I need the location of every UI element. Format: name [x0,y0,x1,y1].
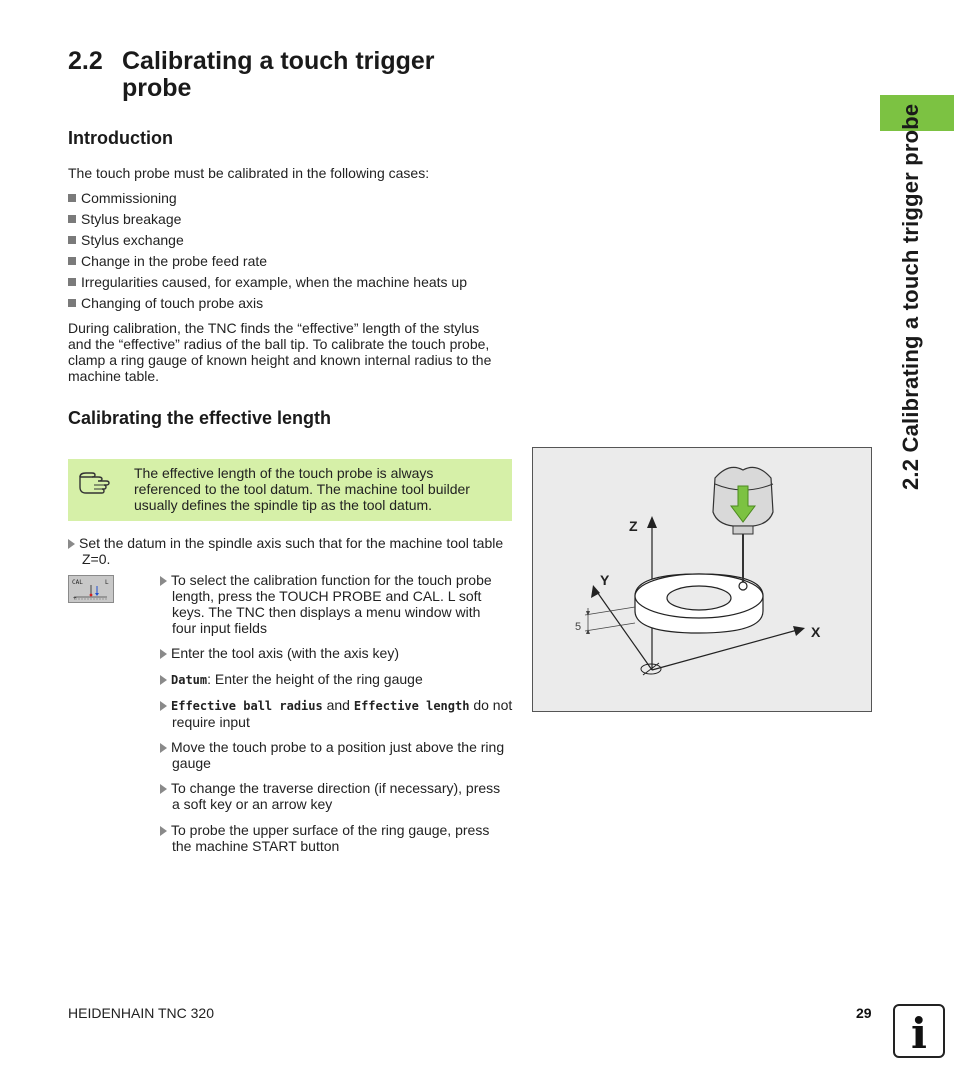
list-item: Stylus breakage [68,211,181,227]
info-glyph: i [911,1009,927,1056]
z-axis-label: Z [629,518,638,534]
note-box [68,459,512,521]
x-axis-label: X [811,624,821,640]
substep: To change the traverse direction (if necessary), press a soft key or an arrow key [160,780,520,812]
z-axis-arrowhead [647,516,657,528]
section-number: 2.2 [68,47,103,75]
bullet-square-icon [68,257,76,265]
dimension-label: 5 [575,621,582,633]
list-item: Commissioning [68,190,177,206]
list-item: Irregularities caused, for example, when the machine heats up [68,274,467,290]
ball-radius-field-label: Effective ball radius [171,699,323,713]
section-title-text: Calibrating a touch trigger probe [122,47,435,102]
datum-field-label: Datum [171,673,208,687]
intro-heading: Introduction [68,128,173,148]
list-item: Stylus exchange [68,232,184,248]
step-arrow-icon [160,784,167,794]
step-arrow-icon [160,576,167,586]
cal-l-softkey-graphic [69,576,113,602]
stylus-ball [739,582,747,590]
chapter-tab-label: 2.2 Calibrating a touch trigger probe [898,103,923,490]
bullet-square-icon [68,194,76,202]
step-datum: Set the datum in the spindle axis such that for the machine tool table Z=0. [68,535,518,567]
page-number: 29 [856,1005,872,1021]
substep: Enter the tool axis (with the axis key) [160,645,520,661]
list-item: Change in the probe feed rate [68,253,267,269]
calibration-diagram [533,448,871,711]
svg-text:+: + [73,596,77,602]
x-axis-arrowhead [793,626,805,636]
substep: To select the calibration function for the touch probe length, press the TOUCH PROBE and CAL. L soft keys. The TNC then displays a menu window with four input fields [160,572,520,636]
bullet-square-icon [68,236,76,244]
y-axis-arrowhead [591,585,600,598]
step-arrow-icon [160,675,167,685]
effective-length-field-label: Effective length [353,699,470,713]
cal-l-softkey[interactable] [68,575,114,603]
step-arrow-icon [160,826,167,836]
pointing-hand-icon [78,469,112,495]
list-item: Changing of touch probe axis [68,295,263,311]
step-arrow-icon [68,539,75,549]
step-arrow-icon [160,701,167,711]
substep: Datum: Enter the height of the ring gauge [160,671,520,688]
intro-lead: The touch probe must be calibrated in the following cases: [68,165,430,181]
note-text: The effective length of the touch probe is always referenced to the tool datum. The machine tool builder usually defines the spindle tip as the tool datum. [134,465,470,513]
substep: Move the touch probe to a position just above the ring gauge [160,739,520,771]
bullet-square-icon [68,215,76,223]
y-axis-label: Y [600,572,610,588]
bullet-square-icon [68,299,76,307]
info-icon [893,1004,945,1058]
softkey-right-label: L [105,579,109,586]
calibration-figure [532,447,872,712]
calib-heading: Calibrating the effective length [68,408,332,428]
bullet-square-icon [68,278,76,286]
step-arrow-icon [160,743,167,753]
intro-paragraph: During calibration, the TNC finds the “effective” length of the stylus and the “effective” radius of the ball tip. To calibrate the touch probe, clamp a ring gauge of known height and known internal radius to the machine table. [68,320,492,384]
substep: Effective ball radius and Effective length do not require input [160,697,520,730]
softkey-left-label: CAL [72,579,83,586]
substep: To probe the upper surface of the ring gauge, press the machine START button [160,822,520,854]
step-arrow-icon [160,649,167,659]
ring-bore [667,586,731,610]
x-axis-line [652,629,801,670]
footer-product: HEIDENHAIN TNC 320 [68,1005,215,1021]
